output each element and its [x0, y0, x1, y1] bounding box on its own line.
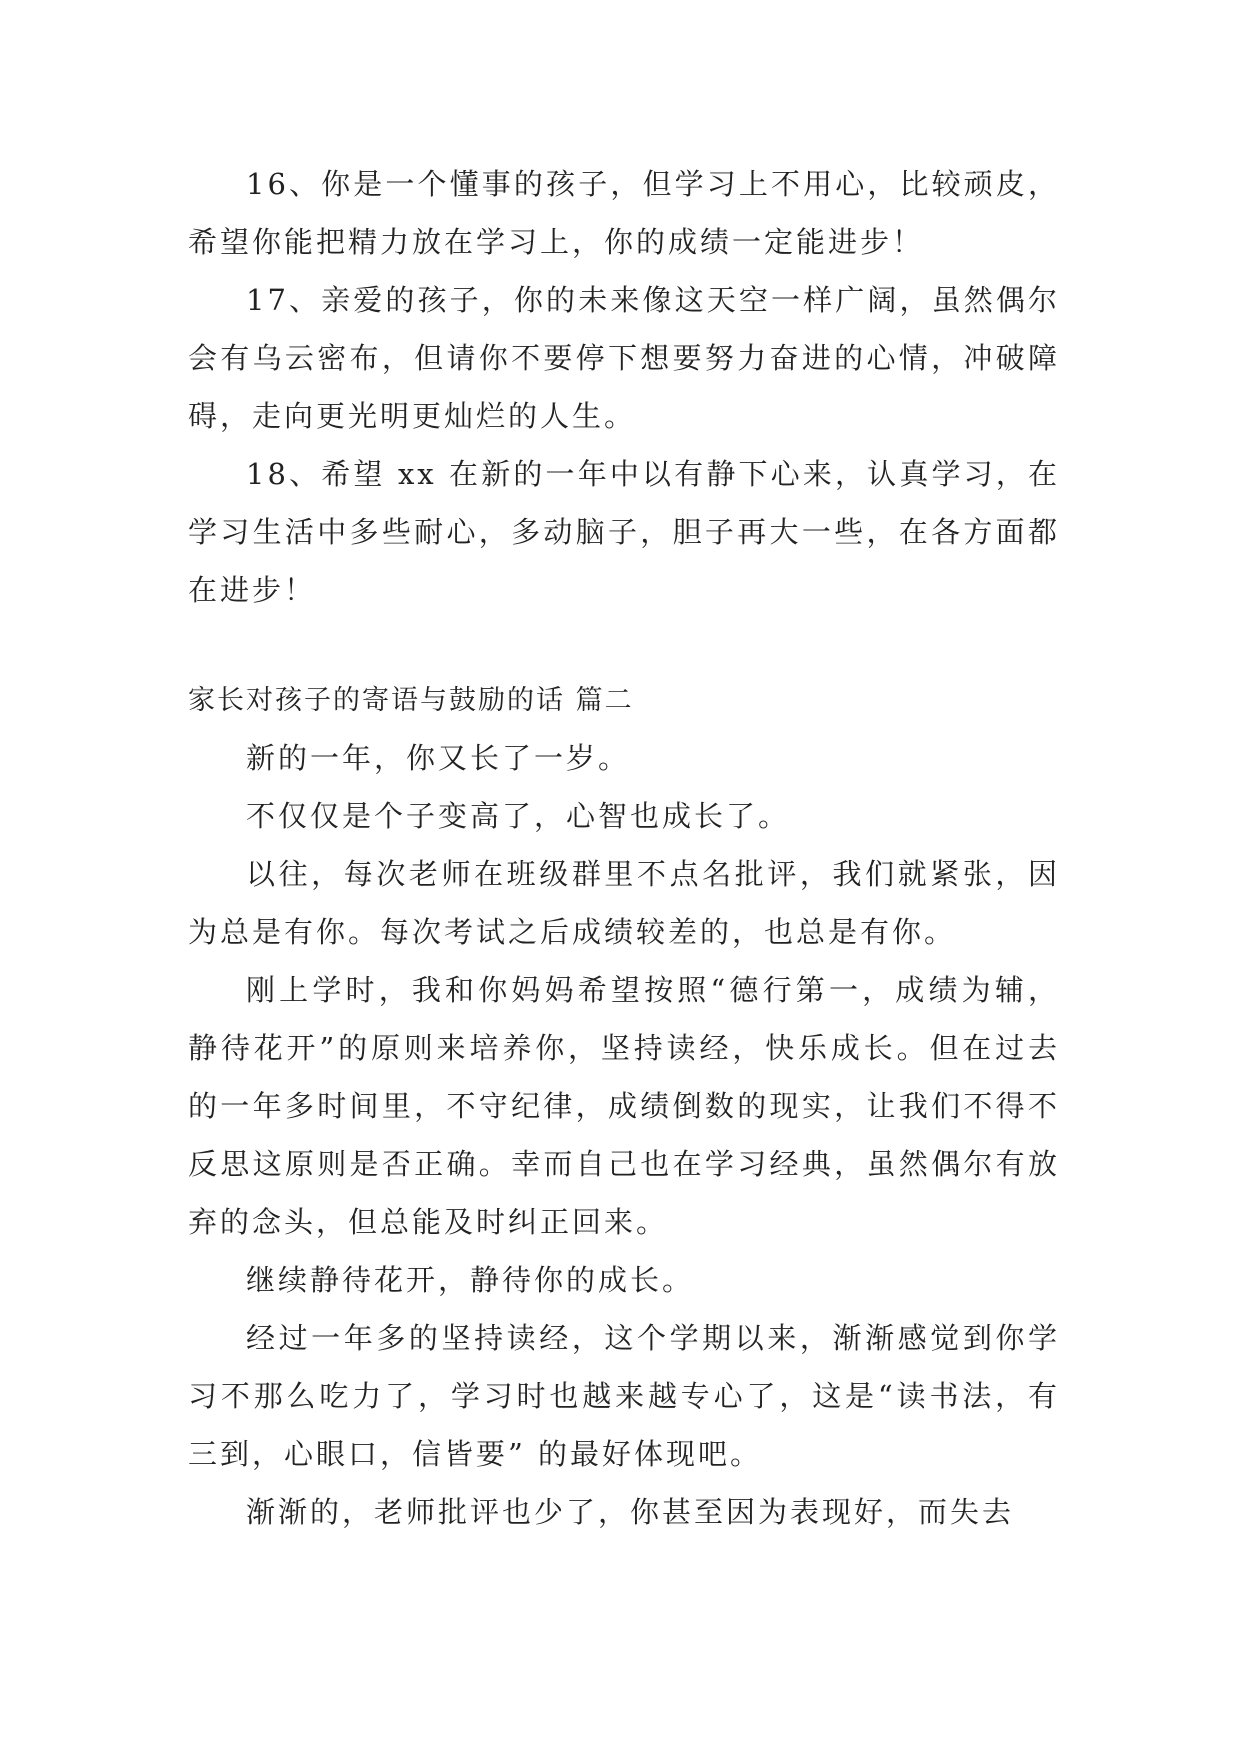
document-body — [188, 155, 1060, 1541]
paragraph-less-criticism: 渐渐的，老师批评也少了，你甚至因为表现好，而失去 — [246, 1495, 1015, 1529]
paragraph-16: 16、你是一个懂事的孩子，但学习上不用心，比较顽皮，希望你能把精力放在学习上，你的成绩一定能进步！ — [188, 167, 1060, 259]
paragraph-waiting: 继续静待花开，静待你的成长。 — [246, 1263, 695, 1297]
paragraph-principle: 刚上学时，我和你妈妈希望按照“德行第一，成绩为辅，静待花开”的原则来培养你，坚持读经，快乐成长。但在过去的一年多时间里，不守纪律，成绩倒数的现实，让我们不得不反思这原则是否正确。幸而自己也在学习经典，虽然偶尔有放弃的念头，但总能及时纠正回来。 — [188, 973, 1060, 1239]
paragraph-past: 以往，每次老师在班级群里不点名批评，我们就紧张，因为总是有你。每次考试之后成绩较差的，也总是有你。 — [188, 857, 1060, 949]
section-heading: 家长对孩子的寄语与鼓励的话 篇二 — [188, 685, 634, 716]
paragraph-progress: 经过一年多的坚持读经，这个学期以来，渐渐感觉到你学习不那么吃力了，学习时也越来越专心了，这是“读书法，有三到，心眼口，信皆要” 的最好体现吧。 — [188, 1321, 1060, 1471]
paragraph-18: 18、希望 xx 在新的一年中以有静下心来，认真学习，在学习生活中多些耐心，多动脑子，胆子再大一些，在各方面都在进步！ — [188, 457, 1060, 607]
paragraph-new-year: 新的一年，你又长了一岁。 — [246, 741, 631, 775]
paragraph-growth: 不仅仅是个子变高了，心智也成长了。 — [246, 799, 791, 833]
paragraph-17: 17、亲爱的孩子，你的未来像这天空一样广阔，虽然偶尔会有乌云密布，但请你不要停下想要努力奋进的心情，冲破障碍，走向更光明更灿烂的人生。 — [188, 283, 1060, 433]
